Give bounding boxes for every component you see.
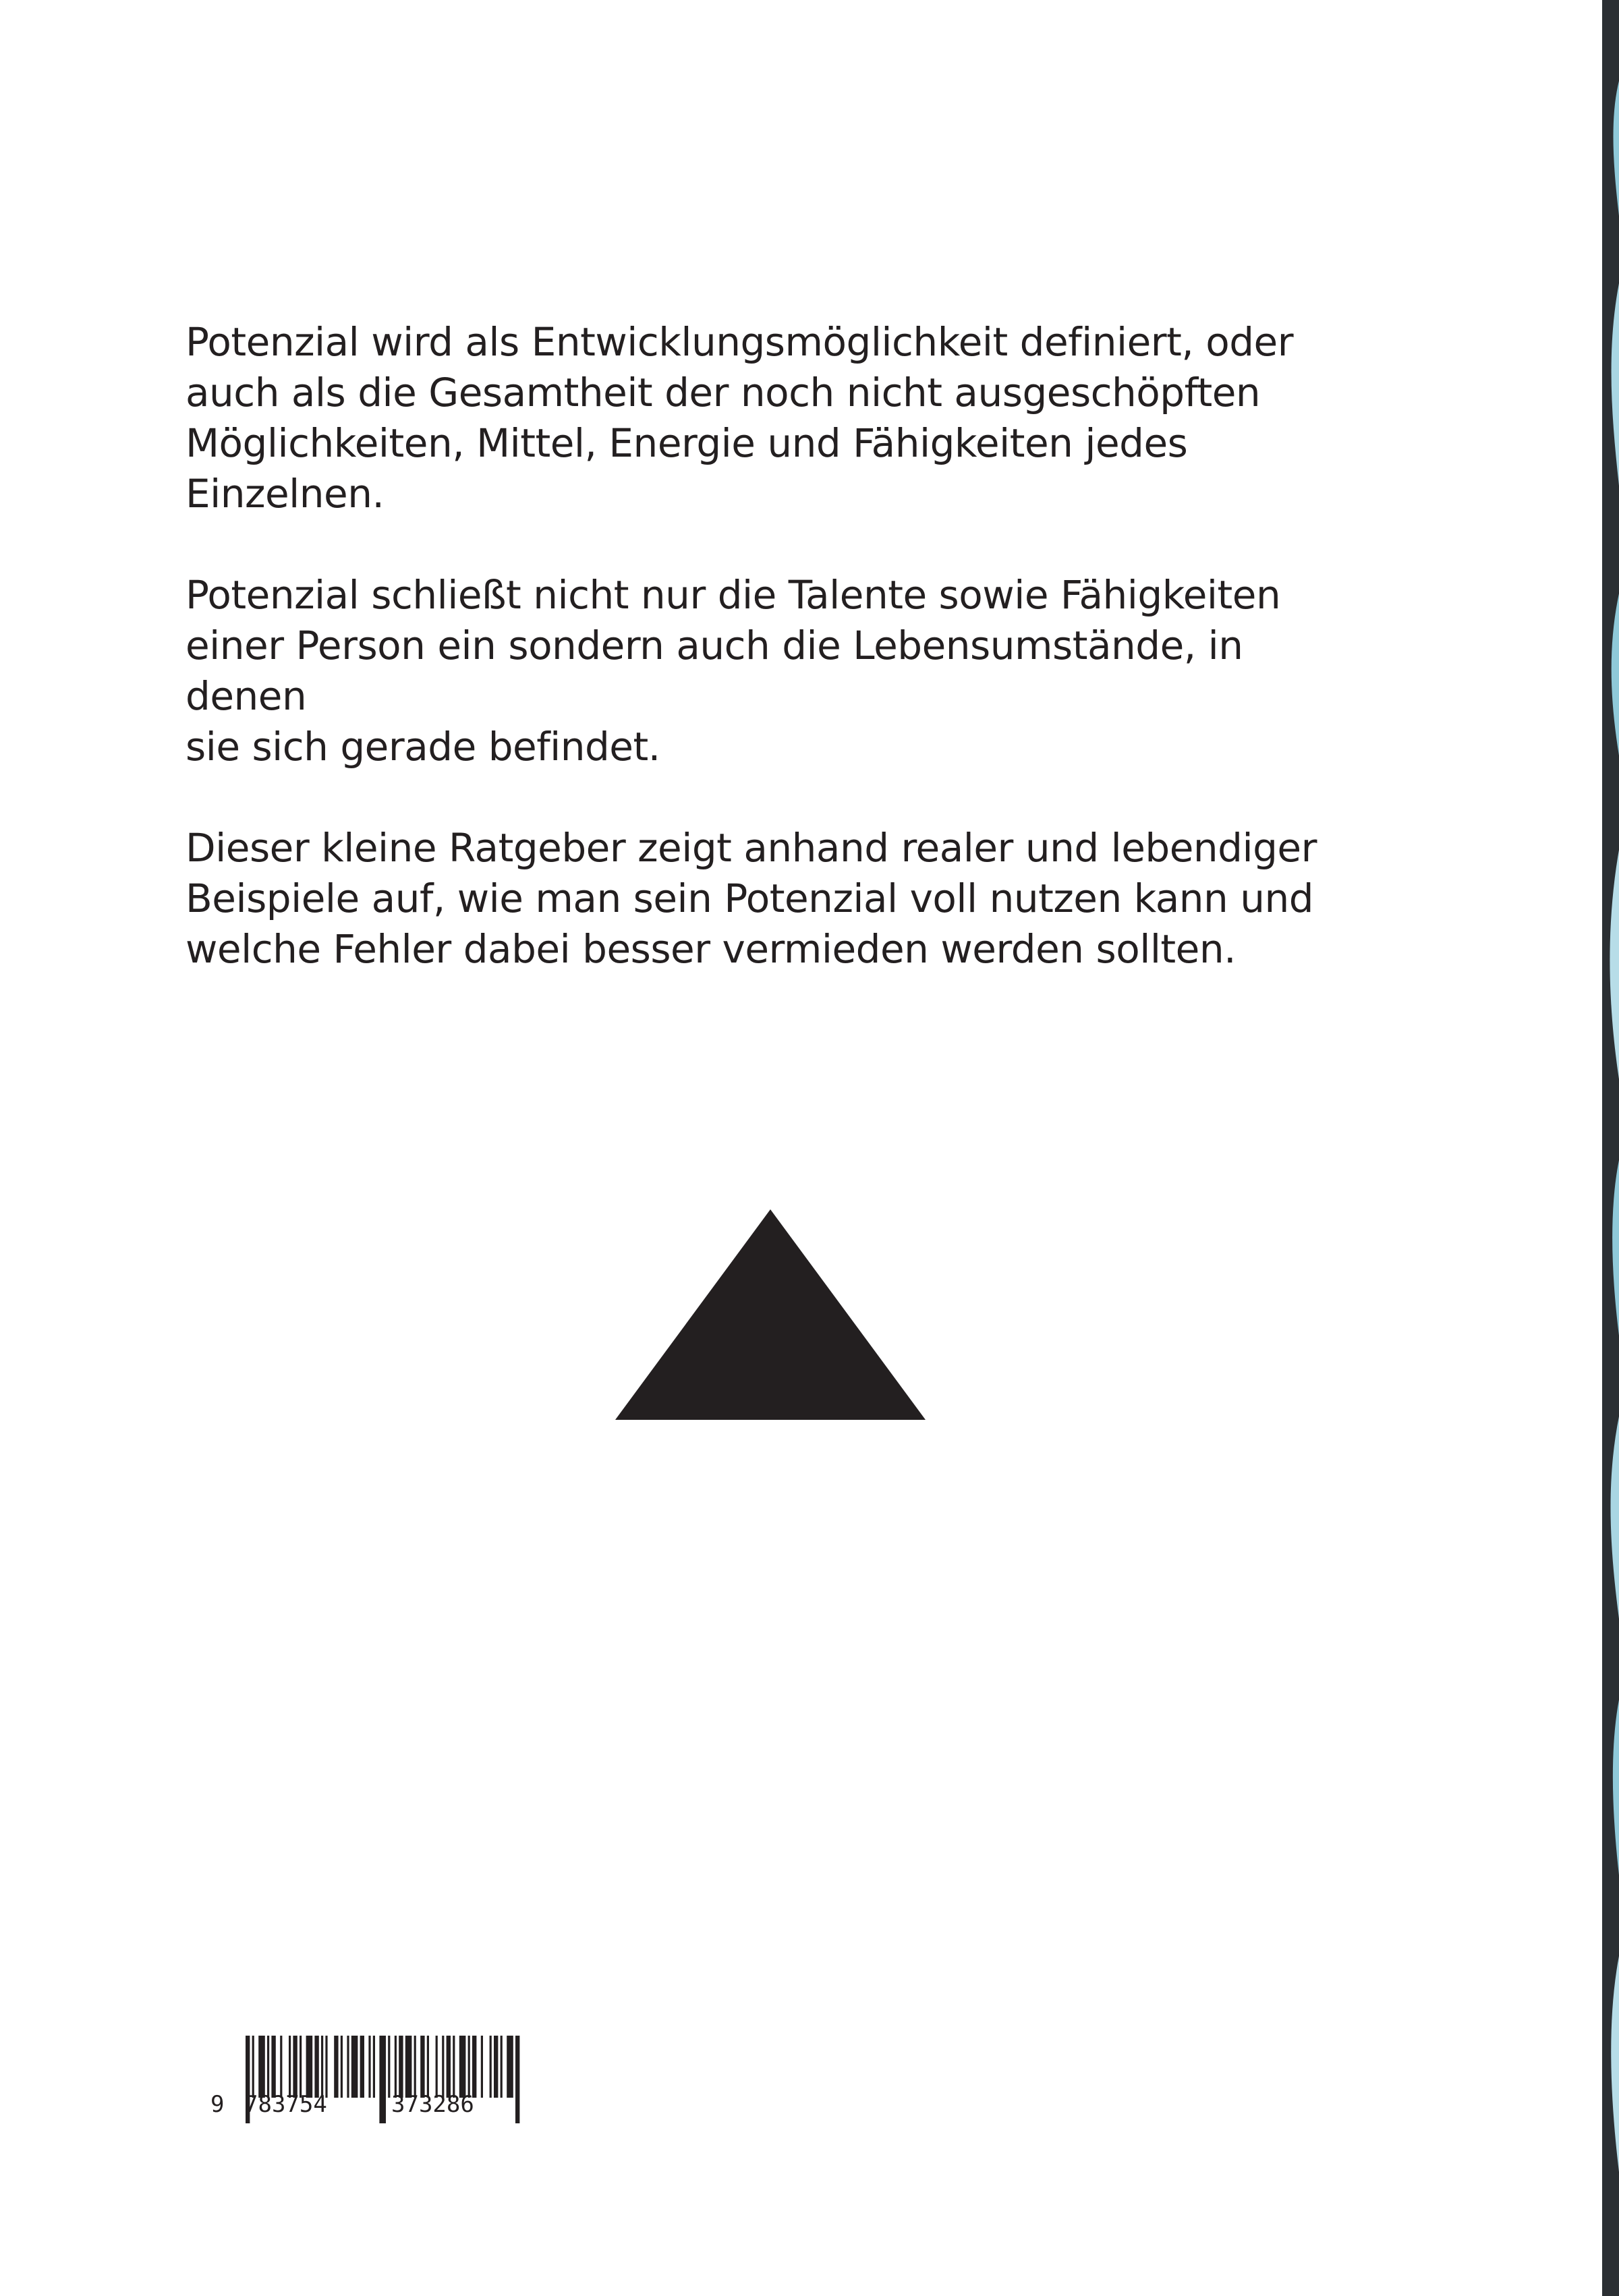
barcode-bar xyxy=(399,2036,403,2098)
isbn-group-1: 783754 xyxy=(244,2091,327,2118)
barcode-bar xyxy=(388,2036,390,2098)
barcode-bar xyxy=(453,2036,455,2098)
barcode-bar xyxy=(252,2036,254,2098)
blurb-paragraph-1: Potenzial wird als Entwicklungsmöglichkeit definiert, oder auch als die Gesamtheit der noch nicht ausgeschöpften Möglichkeiten, Mittel, Energie und Fähigkeiten jedes Einzelnen. xyxy=(186,319,1294,517)
barcode-bar xyxy=(501,2036,503,2098)
barcode-bar xyxy=(271,2036,275,2098)
barcode-bar xyxy=(414,2036,416,2098)
barcode-bar xyxy=(481,2036,483,2098)
barcode-bar xyxy=(258,2036,265,2098)
barcode-bar xyxy=(436,2036,438,2098)
barcode-bar xyxy=(293,2036,297,2098)
barcode-bar xyxy=(468,2036,470,2098)
barcode-bar xyxy=(306,2036,313,2098)
barcode-bar xyxy=(405,2036,412,2098)
blurb-paragraph-2: Potenzial schließt nicht nur die Talente sowie Fähigkeiten einer Person ein sondern auch die Lebensumstände, in denen sie sich gerade befindet. xyxy=(186,572,1281,770)
blurb-paragraph-3: Dieser kleine Ratgeber zeigt anhand realer und lebendiger Beispiele auf, wie man sein Potenzial voll nutzen kann und welche Fehler dabei besser vermieden werden sollten. xyxy=(186,825,1317,972)
barcode-bar xyxy=(347,2036,349,2098)
barcode-bar xyxy=(300,2036,302,2098)
spine-pattern xyxy=(1602,0,1619,2296)
barcode-bar xyxy=(368,2036,370,2098)
triangle-emblem-icon xyxy=(615,1209,926,1420)
barcode-bar xyxy=(427,2036,429,2098)
barcode-bar xyxy=(447,2036,451,2098)
barcode-bar xyxy=(267,2036,269,2098)
barcode-bar xyxy=(360,2036,364,2098)
barcode-bar xyxy=(334,2036,338,2098)
blurb-text xyxy=(186,317,1346,1025)
barcode-bar xyxy=(373,2036,375,2098)
spine-edge xyxy=(1602,0,1619,2296)
barcode-bar xyxy=(280,2036,282,2098)
barcode-bar xyxy=(314,2036,318,2098)
barcode-bar xyxy=(442,2036,444,2098)
barcode-bar xyxy=(420,2036,424,2098)
barcode-bar xyxy=(472,2036,476,2098)
isbn-lead-digit: 9 xyxy=(210,2091,225,2118)
barcode-bar xyxy=(459,2036,466,2098)
isbn-digits xyxy=(210,2091,521,2118)
barcode-bar xyxy=(490,2036,492,2098)
barcode-bar xyxy=(341,2036,343,2098)
barcode-bar xyxy=(351,2036,358,2098)
barcode-bar xyxy=(494,2036,498,2098)
barcode-bar xyxy=(289,2036,291,2098)
barcode-bar xyxy=(325,2036,327,2098)
isbn-group-2: 373286 xyxy=(391,2091,474,2118)
barcode-bar xyxy=(507,2036,513,2098)
barcode-bar xyxy=(395,2036,397,2098)
barcode-bar xyxy=(321,2036,323,2098)
